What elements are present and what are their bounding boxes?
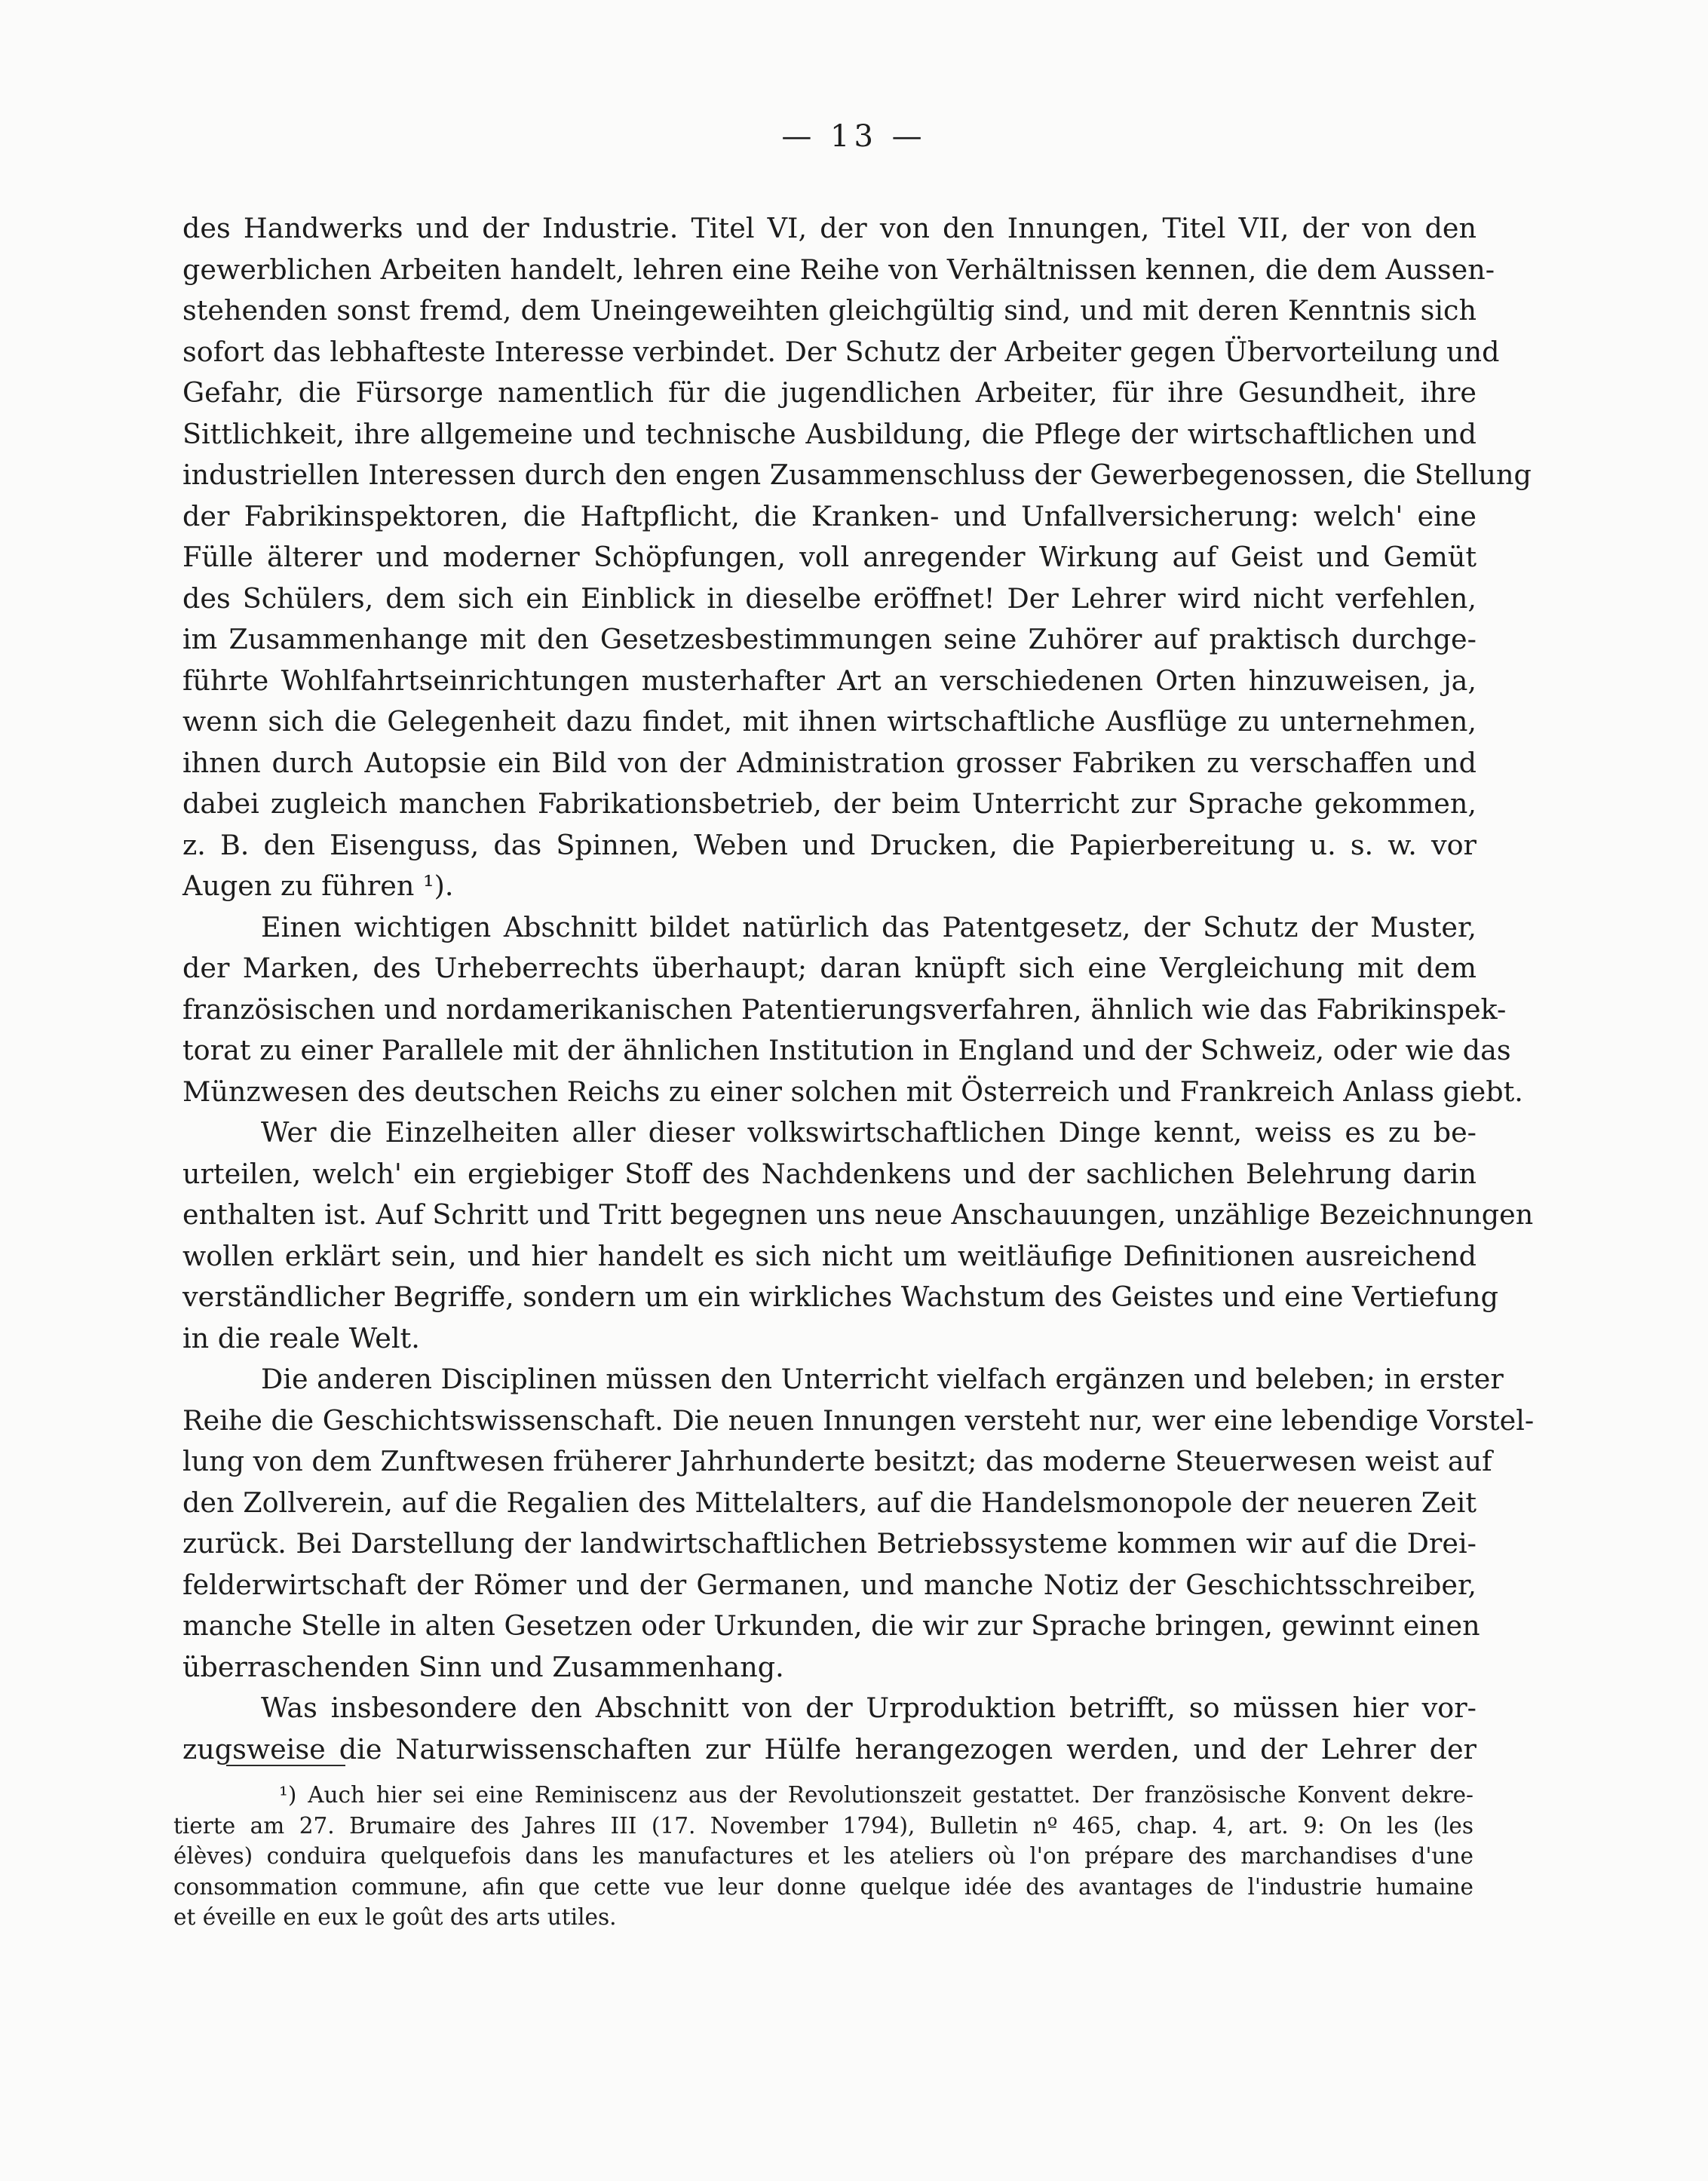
text-line: Gefahr, die Fürsorge namentlich für die jugendlichen Arbeiter, für ihre Gesundheit, ihre: [182, 376, 1476, 409]
text-line: Was insbesondere den Abschnitt von der Urproduktion betrifft, so müssen hier vor-: [261, 1692, 1476, 1724]
text-line: zugsweise die Naturwissenschaften zur Hülfe herangezogen werden, und der Lehrer der: [182, 1732, 1476, 1765]
footnote-line: tierte am 27. Brumaire des Jahres III (17. November 1794), Bulletin nº 465, chap. 4, art. 9: On les (les: [173, 1812, 1473, 1839]
text-line: urteilen, welch' ein ergiebiger Stoff des Nachdenkens und der sachlichen Belehrung darin: [182, 1157, 1476, 1190]
text-line: wollen erklärt sein, und hier handelt es sich nicht um weitläufige Definitionen ausreichend: [182, 1239, 1476, 1272]
text-line: des Handwerks und der Industrie. Titel VI, der von den Innungen, Titel VII, der von den: [182, 212, 1476, 244]
page-number: — 13 —: [781, 119, 927, 154]
text-line: im Zusammenhange mit den Gesetzesbestimmungen seine Zuhörer auf praktisch durchge-: [182, 623, 1476, 655]
text-line: Die anderen Disciplinen müssen den Unterricht vielfach ergänzen und beleben; in erster: [261, 1363, 1504, 1395]
text-line: gewerblichen Arbeiten handelt, lehren eine Reihe von Verhältnissen kennen, die dem Aussen-: [182, 253, 1495, 286]
footnote-line: consommation commune, afin que cette vue leur donne quelque idée des avantages de l'industrie humaine: [173, 1873, 1473, 1900]
text-line: führte Wohlfahrtseinrichtungen musterhafter Art an verschiedenen Orten hinzuweisen, ja,: [182, 664, 1476, 697]
text-line: überraschenden Sinn und Zusammenhang.: [182, 1650, 784, 1683]
text-line: industriellen Interessen durch den engen Zusammenschluss der Gewerbegenossen, die Stellung: [182, 459, 1532, 491]
text-line: dabei zugleich manchen Fabrikationsbetrieb, der beim Unterricht zur Sprache gekommen,: [182, 787, 1476, 820]
text-line: französischen und nordamerikanischen Patentierungsverfahren, ähnlich wie das Fabrikinspek-: [182, 992, 1507, 1026]
text-line: Sittlichkeit, ihre allgemeine und technische Ausbildung, die Pflege der wirtschaftlichen und: [182, 417, 1476, 450]
footnote-divider: [226, 1765, 345, 1766]
text-line: verständlicher Begriffe, sondern um ein wirkliches Wachstum des Geistes und eine Vertiefung: [182, 1281, 1498, 1313]
text-line: zurück. Bei Darstellung der landwirtschaftlichen Betriebssysteme kommen wir auf die Drei-: [182, 1527, 1476, 1560]
text-line: felderwirtschaft der Römer und der Germanen, und manche Notiz der Geschichtsschreiber,: [182, 1568, 1476, 1601]
text-line: wenn sich die Gelegenheit dazu findet, mit ihnen wirtschaftliche Ausflüge zu unternehmen,: [182, 705, 1476, 738]
footnote-line: ¹) Auch hier sei eine Reminiscenz aus der Revolutionszeit gestattet. Der französische Konvent dekre-: [279, 1782, 1473, 1808]
footnote-line: élèves) conduira quelquefois dans les manufactures et les ateliers où l'on prépare des marchandises d'une: [173, 1843, 1473, 1869]
text-line: der Fabrikinspektoren, die Haftpflicht, die Kranken- und Unfallversicherung: welch' eine: [182, 499, 1476, 532]
text-line: des Schülers, dem sich ein Einblick in dieselbe eröffnet! Der Lehrer wird nicht verfehlen,: [182, 581, 1476, 615]
text-line: ihnen durch Autopsie ein Bild von der Administration grosser Fabriken zu verschaffen und: [182, 746, 1476, 779]
text-line: der Marken, des Urheberrechts überhaupt; daran knüpft sich eine Vergleichung mit dem: [182, 952, 1476, 984]
text-line: in die reale Welt.: [182, 1321, 420, 1354]
text-line: lung von dem Zunftwesen früherer Jahrhunderte besitzt; das moderne Steuerwesen weist auf: [182, 1445, 1492, 1477]
text-line: z. B. den Eisenguss, das Spinnen, Weben und Drucken, die Papierbereitung u. s. w. vor: [182, 828, 1476, 861]
text-line: den Zollverein, auf die Regalien des Mittelalters, auf die Handelsmonopole der neueren Zeit: [182, 1486, 1476, 1519]
text-line: Einen wichtigen Abschnitt bildet natürlich das Patentgesetz, der Schutz der Muster,: [261, 910, 1476, 943]
text-line: stehenden sonst fremd, dem Uneingeweihten gleichgültig sind, und mit deren Kenntnis sich: [182, 294, 1476, 327]
text-line: Augen zu führen ¹).: [182, 870, 454, 902]
footnote-line: et éveille en eux le goût des arts utiles.: [173, 1904, 617, 1930]
text-line: sofort das lebhafteste Interesse verbindet. Der Schutz der Arbeiter gegen Übervorteilung und: [182, 335, 1500, 368]
text-line: Münzwesen des deutschen Reichs zu einer solchen mit Österreich und Frankreich Anlass giebt.: [182, 1075, 1523, 1108]
text-line: manche Stelle in alten Gesetzen oder Urkunden, die wir zur Sprache bringen, gewinnt einen: [182, 1609, 1480, 1642]
body-text: [182, 208, 1535, 1770]
footnotes: [173, 1780, 1473, 1933]
text-line: Reihe die Geschichtswissenschaft. Die neuen Innungen versteht nur, wer eine lebendige Vorstel-: [182, 1403, 1535, 1437]
text-line: torat zu einer Parallele mit der ähnlichen Institution in England und der Schweiz, oder wie das: [182, 1034, 1511, 1066]
text-line: Wer die Einzelheiten aller dieser volkswirtschaftlichen Dinge kennt, weiss es zu be-: [261, 1116, 1476, 1149]
text-line: enthalten ist. Auf Schritt und Tritt begegnen uns neue Anschauungen, unzählige Bezeichnungen: [182, 1198, 1534, 1231]
text-line: Fülle älterer und moderner Schöpfungen, voll anregender Wirkung auf Geist und Gemüt: [182, 541, 1476, 573]
